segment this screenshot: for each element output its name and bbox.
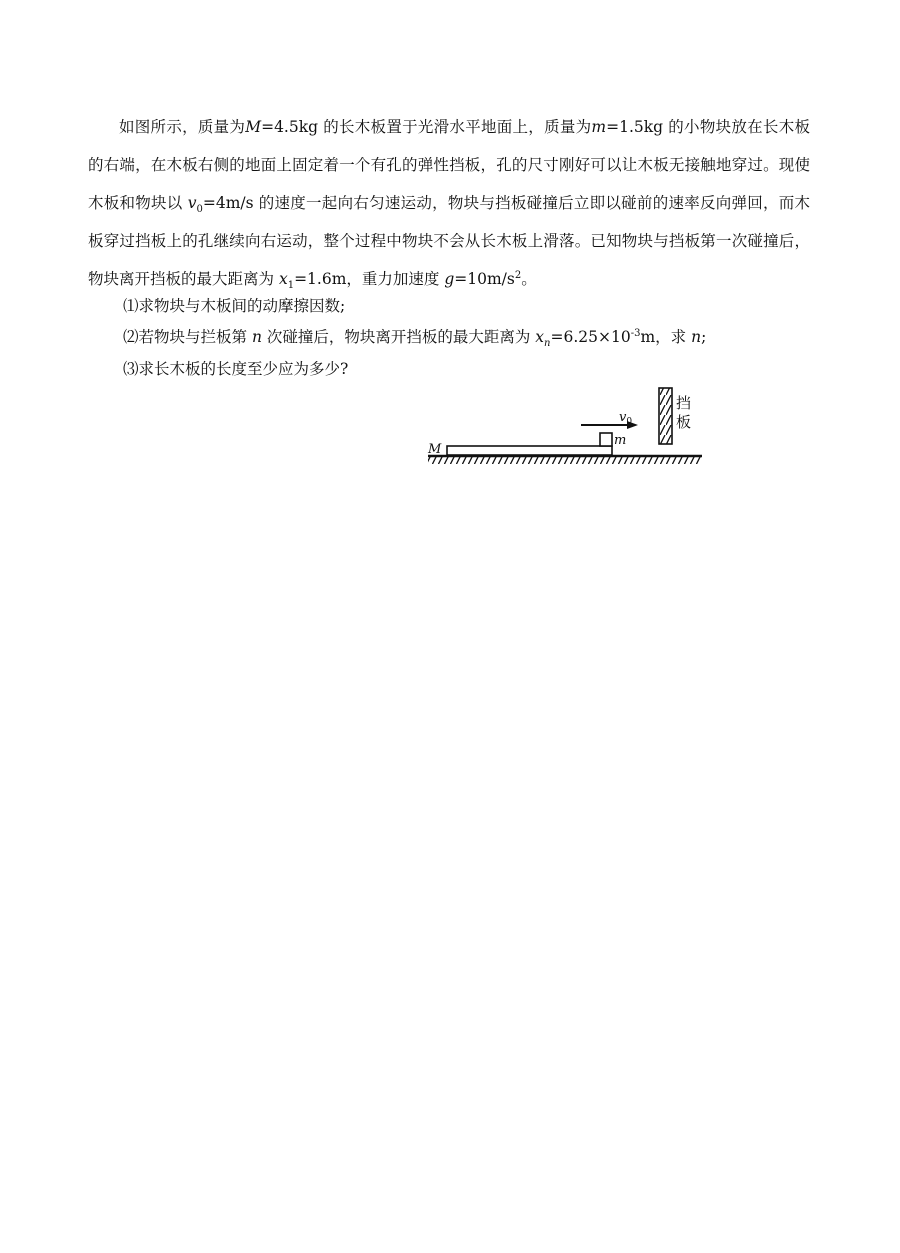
problem-text-7: 。 xyxy=(521,270,537,288)
velocity-symbol: v xyxy=(187,194,197,212)
question-1: ⑴求物块与木板间的动摩擦因数; xyxy=(123,297,346,315)
gravity-symbol: g xyxy=(444,270,455,288)
problem-text-5: =1.6m，重力加速度 xyxy=(294,270,445,288)
label-v-symbol: v xyxy=(619,410,627,425)
question-2-x-symbol: x xyxy=(535,328,545,346)
question-2-text-b: 次碰撞后，物块离开挡板的最大距离为 xyxy=(261,328,536,346)
label-v-subscript: 0 xyxy=(626,417,633,427)
distance-symbol: x xyxy=(278,270,288,288)
question-2-text-a: ⑵若物块与拦板第 xyxy=(123,328,252,346)
barrier-label-1: 挡 xyxy=(676,394,692,412)
gravity-unit-exponent: 2 xyxy=(514,269,522,281)
problem-text-1: 如图所示，质量为 xyxy=(119,118,246,136)
mass-m-symbol: m xyxy=(591,118,607,136)
barrier-label-2: 板 xyxy=(676,413,692,431)
problem-text-3: =1.5kg 的小物块放在长木板的右端，在木板右侧的地面上固定着一个有孔的弹性挡板，孔的尺寸刚好可以让木板无接触地穿过。现使木板和物块以 xyxy=(88,118,810,212)
question-2-n-symbol-2: n xyxy=(691,328,702,346)
question-2-n-symbol: n xyxy=(251,328,262,346)
long-board xyxy=(447,446,612,455)
question-3: ⑶求长木板的长度至少应为多少? xyxy=(123,360,349,378)
label-v xyxy=(619,410,632,427)
problem-text-4: =4m/s 的速度一起向右匀速运动，物块与挡板碰撞后立即以碰前的速率反向弹回，而木板穿过挡板上的孔继续向右运动，整个过程中物块不会从长木板上滑落。已知物块与挡板第一次碰撞后，物块离开挡板的最大距离为 xyxy=(88,194,810,288)
problem-text-2: =4.5kg 的长木板置于光滑水平地面上，质量为 xyxy=(261,118,592,136)
label-m: m xyxy=(614,433,627,448)
problem-text-6: =10m/s xyxy=(454,270,515,288)
question-2-text-e: ; xyxy=(701,328,707,346)
question-2 xyxy=(123,326,706,348)
question-2-exponent: -3 xyxy=(630,327,641,339)
mass-M-symbol: M xyxy=(245,118,262,136)
question-2-text-d: m，求 xyxy=(640,328,692,346)
barrier-plate xyxy=(659,388,672,444)
velocity-subscript: 0 xyxy=(196,204,203,216)
question-2-x-subscript: n xyxy=(544,338,551,350)
question-2-text-c: =6.25×10 xyxy=(550,328,631,346)
ground-hatching xyxy=(428,457,702,464)
label-M: M xyxy=(428,442,442,457)
distance-subscript: 1 xyxy=(287,280,295,292)
small-block xyxy=(600,433,612,446)
physics-diagram xyxy=(420,385,720,475)
problem-statement xyxy=(88,108,810,298)
